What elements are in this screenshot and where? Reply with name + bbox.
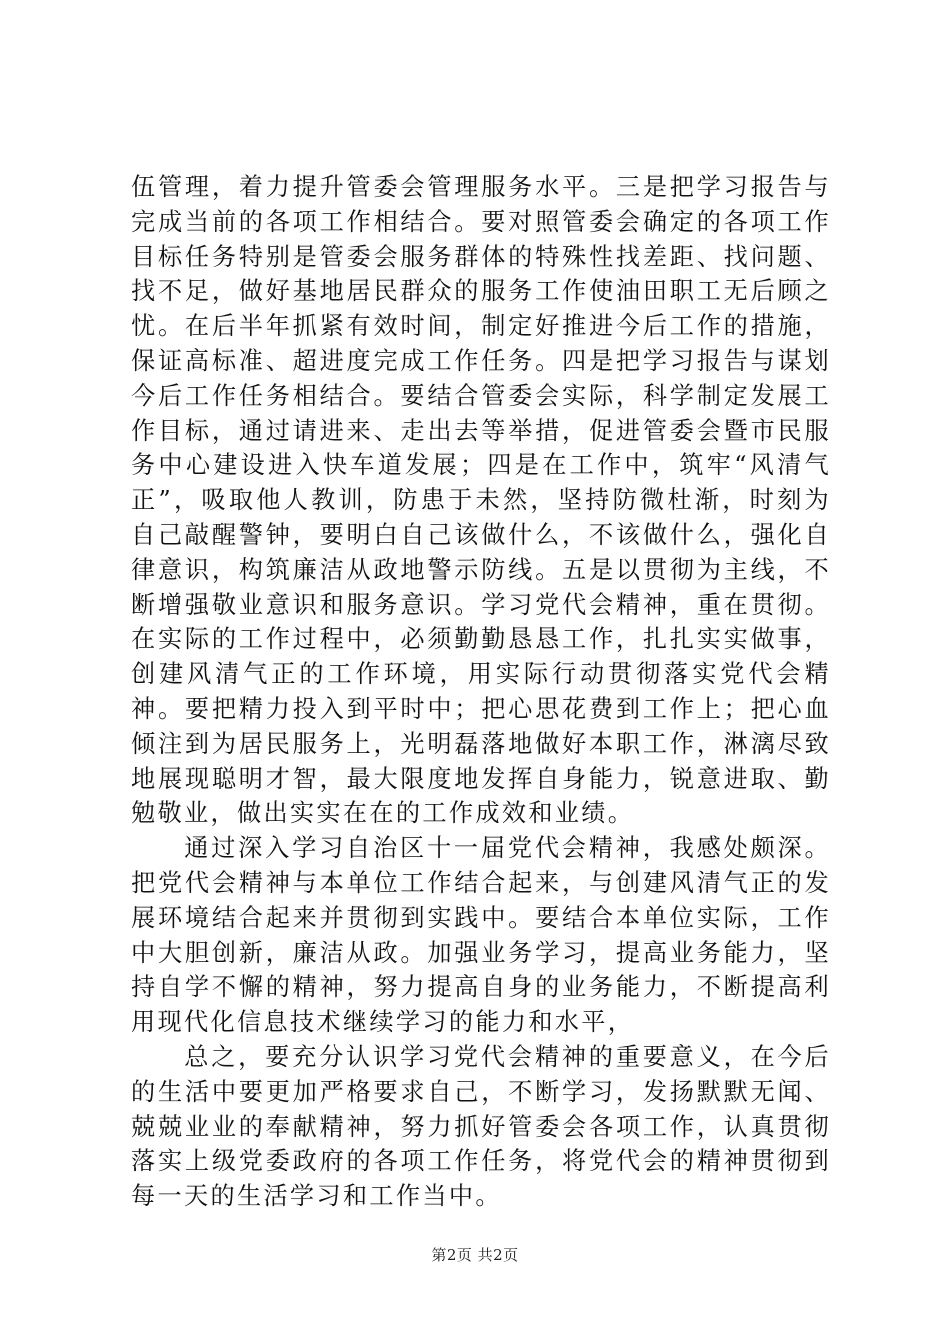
paragraph-study-reflection: 通过深入学习自治区十一届党代会精神，我感处颇深。把党代会精神与本单位工作结合起来，与创建风清气正的发展环境结合起来并贯彻到实践中。要结合本单位实际，工作中大胆创新，廉洁从政。加强业务学习，提高业务能力，坚持自学不懈的精神，努力提高自身的业务能力，不断提高利用现代化信息技术继续学习的能力和水平， (131, 834, 831, 1037)
paragraph-conclusion: 总之，要充分认识学习党代会精神的重要意义，在今后的生活中要更加严格要求自己，不断学习，发扬默默无闻、兢兢业业的奉献精神，努力抓好管委会各项工作，认真贯彻落实上级党委政府的各项工作任务，将党代会的精神贯彻到每一天的生活学习和工作当中。 (131, 1042, 831, 1211)
document-body (131, 170, 831, 1214)
page-number-footer: 第2页 共2页 (431, 1246, 519, 1264)
paragraph-continued: 伍管理，着力提升管委会管理服务水平。三是把学习报告与完成当前的各项工作相结合。要对照管委会确定的各项工作目标任务特别是管委会服务群体的特殊性找差距、找问题、找不足，做好基地居民群众的服务工作使油田职工无后顾之忧。在后半年抓紧有效时间，制定好推进今后工作的措施，保证高标准、超进度完成工作任务。四是把学习报告与谋划今后工作任务相结合。要结合管委会实际，科学制定发展工作目标，通过请进来、走出去等举措，促进管委会暨市民服务中心建设进入快车道发展；四是在工作中，筑牢“风清气正”，吸取他人教训，防患于未然，坚持防微杜渐，时刻为自己敲醒警钟，要明白自己该做什么，不该做什么，强化自律意识，构筑廉洁从政地警示防线。五是以贯彻为主线，不断增强敬业意识和服务意识。学习党代会精神，重在贯彻。在实际的工作过程中，必须勤勤恳恳工作，扎扎实实做事，创建风清气正的工作环境，用实际行动贯彻落实党代会精神。要把精力投入到平时中；把心思花费到工作上；把心血倾注到为居民服务上，光明磊落地做好本职工作，淋漓尽致地展现聪明才智，最大限度地发挥自身能力，锐意进取、勤勉敬业，做出实实在在的工作成效和业绩。 (131, 173, 831, 828)
